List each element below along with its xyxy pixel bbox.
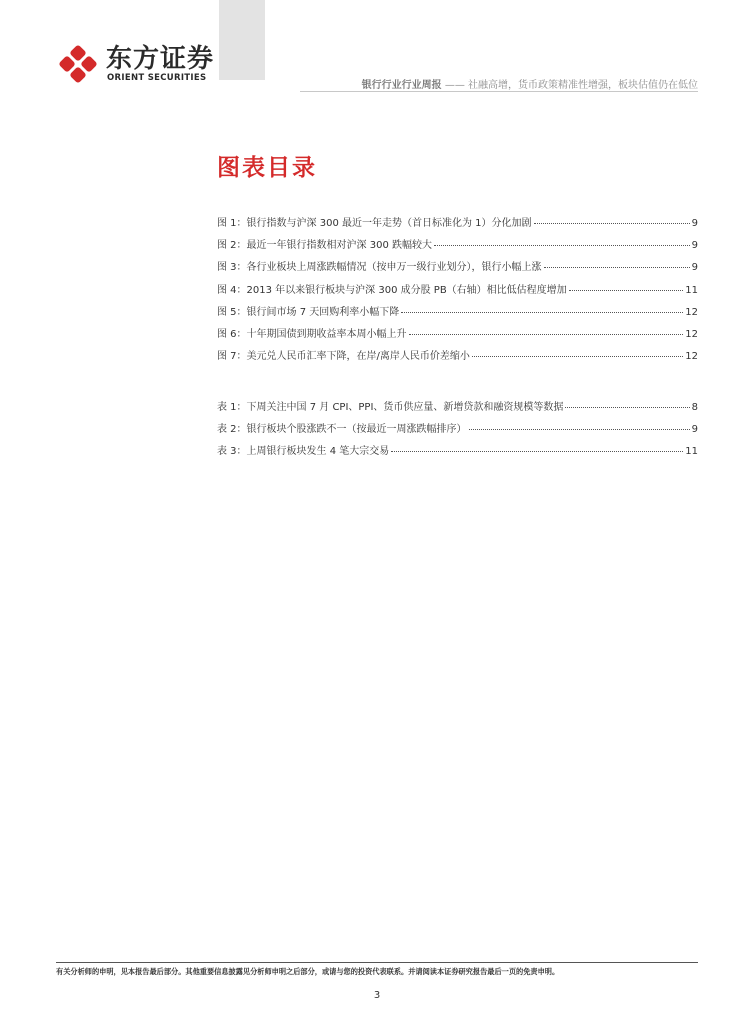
leader-dots [472, 355, 683, 357]
orient-logo-icon [58, 44, 98, 84]
footer-divider [56, 962, 698, 963]
report-header-title [362, 76, 698, 91]
toc-entry-label: 图 3：各行业板块上周涨跌幅情况（按申万一级行业划分），银行小幅上涨 [217, 262, 542, 274]
toc-entry-page: 12 [685, 351, 698, 363]
leader-dots [409, 333, 684, 335]
footer-disclaimer: 有关分析师的申明，见本报告最后部分。其他重要信息披露见分析师申明之后部分，或请与您的投资代表联系。并请阅读本证券研究报告最后一页的免责申明。 [56, 967, 560, 976]
toc-entry-page: 9 [691, 240, 698, 252]
toc-entry-page: 9 [691, 262, 698, 274]
toc-entry-page: 9 [691, 424, 698, 436]
toc-entry-figure-4[interactable] [217, 281, 698, 303]
toc-entry-label: 图 4：2013 年以来银行板块与沪深 300 成分股 PB（右轴）相比低估程度增加 [217, 284, 567, 296]
figure-list [217, 214, 698, 369]
table-list [217, 398, 698, 465]
leader-dots [534, 222, 690, 224]
toc-entry-page: 9 [691, 218, 698, 229]
header-divider [300, 91, 698, 92]
toc-entry-figure-3[interactable] [217, 258, 698, 280]
toc-entry-table-3[interactable] [217, 442, 698, 464]
toc-entry-figure-1[interactable] [217, 214, 698, 236]
leader-dots [434, 244, 690, 246]
leader-dots [544, 266, 690, 268]
page-number: 3 [373, 990, 381, 1001]
toc-entry-page: 12 [685, 306, 698, 318]
toc-entry-label: 表 1：下周关注中国 7 月 CPI、PPI、货币供应量、新增贷款和融资规模等数据 [217, 402, 564, 413]
toc-entry-label: 图 7：美元兑人民币汇率下降，在岸/离岸人民币价差缩小 [217, 351, 470, 363]
toc-entry-page: 11 [685, 446, 698, 458]
toc-entry-figure-7[interactable] [217, 347, 698, 369]
toc-entry-table-2[interactable] [217, 420, 698, 442]
toc-entry-page: 11 [685, 284, 698, 296]
leader-dots [469, 428, 690, 430]
leader-dots [391, 450, 683, 452]
toc-entry-label: 表 2：银行板块个股涨跌不一（按最近一周涨跌幅排序） [217, 424, 467, 436]
toc-entry-page: 8 [691, 402, 698, 413]
toc-entry-figure-5[interactable] [217, 303, 698, 325]
toc-entry-label: 图 2：最近一年银行指数相对沪深 300 跌幅较大 [217, 240, 432, 252]
toc-entry-label: 表 3：上周银行板块发生 4 笔大宗交易 [217, 446, 390, 458]
toc-entry-page: 12 [685, 328, 698, 340]
leader-dots [401, 311, 683, 313]
toc-entry-table-1[interactable] [217, 398, 698, 420]
report-subtitle: 社融高增，货币政策精准性增强，板块估值仍在低位 [468, 80, 698, 91]
toc-entry-label: 图 1：银行指数与沪深 300 最近一年走势（首日标准化为 1）分化加剧 [217, 218, 532, 229]
toc-title: 图表目录 [217, 155, 317, 181]
toc-entry-figure-2[interactable] [217, 236, 698, 258]
toc-entry-label: 图 6：十年期国债到期收益率本周小幅上升 [217, 328, 407, 340]
toc-entry-figure-6[interactable] [217, 325, 698, 347]
leader-dots [565, 406, 689, 408]
logo-name-cn: 东方证券 [106, 44, 215, 74]
header-decoration-bar [219, 0, 265, 80]
logo-name-en: ORIENT SECURITIES [107, 73, 207, 83]
header-separator: —— [441, 80, 468, 91]
report-type: 银行行业行业周报 [361, 80, 442, 91]
toc-entry-label: 图 5：银行间市场 7 天回购利率小幅下降 [217, 306, 400, 318]
leader-dots [569, 289, 684, 291]
